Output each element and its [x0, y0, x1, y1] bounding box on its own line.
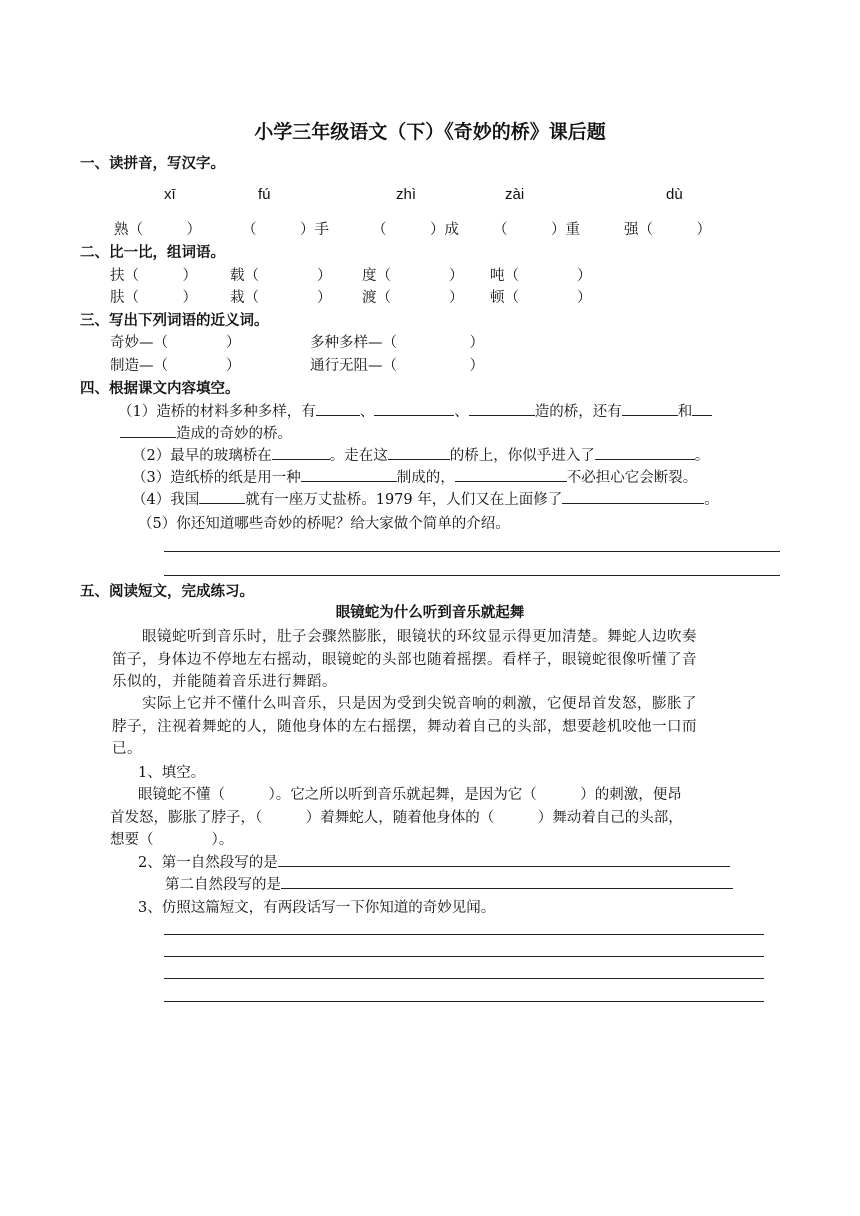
- pinyin-item-5: 强（ ）: [624, 222, 711, 238]
- pinyin-4: zài: [505, 186, 525, 203]
- blank-line[interactable]: [595, 445, 695, 460]
- compare-item: 栽（ ）: [230, 290, 332, 306]
- q3-text: （3）造纸桥的纸是用一种: [132, 470, 301, 486]
- q4-text: 。: [704, 492, 719, 508]
- section-1-heading: 一、读拼音，写汉字。: [80, 156, 225, 172]
- blank-line[interactable]: [199, 489, 245, 504]
- synonym-item: 奇妙—（ ）: [110, 335, 241, 351]
- synonym-item: 多种多样—（ ）: [310, 335, 484, 351]
- compare-item: 顿（ ）: [490, 290, 592, 306]
- blank-line[interactable]: [469, 401, 535, 416]
- pinyin-item-4: （ ）重: [493, 222, 580, 238]
- q1-text: 造成的奇妙的桥。: [176, 426, 292, 442]
- exercise-1-line: 眼镜蛇不懂（ ）。它之所以听到音乐就起舞，是因为它（ ）的刺激，便昂: [138, 787, 682, 803]
- q4-text: （4）我国: [132, 492, 200, 508]
- q3-text: 不必担心它会断裂。: [566, 470, 698, 486]
- exercise-2b-label: 第二自然段写的是: [165, 877, 281, 893]
- blank-line[interactable]: [622, 401, 678, 416]
- story-line: 眼镜蛇听到音乐时，肚子会骤然膨胀，眼镜状的环纹显示得更加清楚。舞蛇人边吹奏: [142, 629, 697, 645]
- blank-line[interactable]: [455, 467, 567, 482]
- synonym-item: 制造—（ ）: [110, 358, 241, 374]
- exercise-2b: [165, 873, 733, 894]
- blank-line[interactable]: [281, 874, 733, 889]
- exercise-1-line: 首发怒，膨胀了脖子，（ ）着舞蛇人，随着他身体的（ ）舞动着自己的头部，: [110, 810, 683, 826]
- compare-item: 扶（ ）: [110, 268, 197, 284]
- story-line: 脖子，注视着舞蛇的人，随他身体的左右摇摆，舞动着自己的头部，想要趁机咬他一口而: [112, 719, 697, 735]
- pinyin-5: dù: [666, 186, 683, 203]
- story-line: 实际上它并不懂什么叫音乐，只是因为受到尖锐音响的刺激，它便昂首发怒，膨胀了: [142, 696, 697, 712]
- blank-line[interactable]: [272, 445, 330, 460]
- blank-line[interactable]: [388, 445, 450, 460]
- fill-question-3: [132, 466, 697, 487]
- answer-line[interactable]: [164, 978, 764, 979]
- answer-line[interactable]: [164, 575, 780, 576]
- q1-text: 造的桥，还有: [534, 404, 622, 420]
- compare-item: 吨（ ）: [490, 268, 592, 284]
- q1-text: 、: [359, 404, 375, 420]
- blank-line[interactable]: [316, 401, 360, 416]
- compare-item: 肤（ ）: [110, 290, 197, 306]
- compare-item: 度（ ）: [362, 268, 464, 284]
- answer-line[interactable]: [164, 1001, 764, 1002]
- pinyin-item-2: （ ）手: [242, 222, 329, 238]
- q1-text: 和: [677, 404, 693, 420]
- section-5-heading: 五、阅读短文，完成练习。: [80, 584, 254, 600]
- answer-line[interactable]: [164, 956, 764, 957]
- answer-line[interactable]: [164, 934, 764, 935]
- story-line: 乐似的，并能随着音乐进行舞蹈。: [112, 674, 337, 690]
- fill-question-4: [132, 488, 719, 509]
- q2-text: 。: [694, 448, 710, 464]
- blank-line[interactable]: [374, 401, 454, 416]
- q3-text: 制成的，: [396, 470, 455, 486]
- blank-line[interactable]: [562, 489, 704, 504]
- exercise-1-line: 想要（ ）。: [110, 832, 234, 848]
- compare-item: 载（ ）: [230, 268, 332, 284]
- story-line: 笛子，身体边不停地左右摇动，眼镜蛇的头部也随着摇摆。看样子，眼镜蛇很像听懂了音: [112, 652, 697, 668]
- story-title: 眼镜蛇为什么听到音乐就起舞: [335, 605, 525, 621]
- exercise-2a: [138, 851, 730, 872]
- q4-text: 就有一座万丈盐桥。1979 年，人们又在上面修了: [245, 492, 563, 508]
- pinyin-item-3: （ ）成: [372, 222, 459, 238]
- page-title: 小学三年级语文（下）《奇妙的桥》课后题: [254, 121, 606, 143]
- section-2-heading: 二、比一比，组词语。: [80, 245, 225, 261]
- answer-line[interactable]: [164, 551, 780, 552]
- blank-line[interactable]: [278, 852, 730, 867]
- blank-line[interactable]: [301, 467, 397, 482]
- exercise-3-label: 3、仿照这篇短文，有两段话写一下你知道的奇妙见闻。: [138, 900, 496, 916]
- blank-line[interactable]: [692, 401, 712, 416]
- fill-question-1: [118, 400, 712, 421]
- q1-text: 、: [454, 404, 469, 420]
- exercise-2a-label: 2、第一自然段写的是: [138, 855, 278, 871]
- pinyin-item-1: 熟（ ）: [114, 222, 201, 238]
- q2-text: 的桥上，你似乎进入了: [449, 448, 595, 464]
- synonym-item: 通行无阻—（ ）: [310, 358, 484, 374]
- q2-text: 。走在这: [329, 448, 388, 464]
- section-3-heading: 三、写出下列词语的近义词。: [80, 313, 269, 329]
- story-line: 已。: [112, 741, 142, 757]
- pinyin-2: fú: [258, 186, 271, 203]
- q2-text: （2）最早的玻璃桥在: [132, 448, 272, 464]
- blank-line[interactable]: [120, 423, 176, 438]
- pinyin-1: xī: [164, 186, 176, 203]
- fill-question-2: [132, 444, 709, 465]
- pinyin-3: zhì: [396, 186, 417, 203]
- section-4-heading: 四、根据课文内容填空。: [80, 381, 240, 397]
- compare-item: 渡（ ）: [362, 290, 464, 306]
- fill-question-1-cont: [120, 422, 292, 443]
- q1-text: （1）造桥的材料多种多样，有: [118, 404, 316, 420]
- exercise-1-label: 1、填空。: [138, 765, 206, 781]
- fill-question-5: （5）你还知道哪些奇妙的桥呢？给大家做个简单的介绍。: [138, 516, 510, 532]
